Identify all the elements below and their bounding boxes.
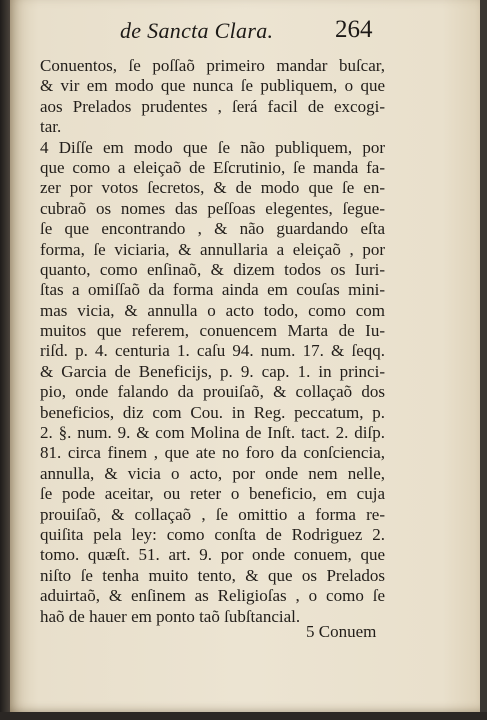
body-text: [40, 56, 385, 627]
text-line: ſe pode aceitar, ou reter o beneficio, em cuja: [40, 484, 385, 504]
text-line: aos Prelados prudentes , ſerá facil de excogi-: [40, 96, 385, 116]
page-number: 264: [335, 16, 373, 43]
text-line: riſd. p. 4. centuria 1. caſu 94. num. 17. & ſeqq.: [40, 341, 385, 361]
text-line: ſtas a omiſſaõ da forma ainda em couſas mini-: [40, 280, 385, 300]
text-line: & vir em modo que nunca ſe publiquem, o que: [40, 76, 385, 96]
text-line: 4 Diſſe em modo que ſe não publiquem, por: [40, 137, 385, 157]
text-line: beneficios, diz com Cou. in Reg. peccatum, p.: [40, 402, 385, 422]
text-line: muitos que referem, conuencem Marta de Iu-: [40, 321, 385, 341]
page-bottom-edge: [0, 712, 487, 720]
text-line: zer por votos ſecretos, & de modo que ſe en-: [40, 178, 385, 198]
text-line: niſto ſe tenha muito tento, & que os Prelados: [40, 565, 385, 585]
text-line: quanto, como enſinaõ, & dizem todos os Iuri-: [40, 259, 385, 279]
text-line: haõ de hauer em ponto taõ ſubſtancial.: [40, 606, 301, 626]
text-line: pio, onde falando da prouiſaõ, & collaçaõ dos: [40, 382, 385, 402]
text-line: 2. §. num. 9. & com Molina de Inſt. tact. 2. diſp.: [40, 423, 385, 443]
text-line: aduirtaõ, & enſinem as Religioſas , o como ſe: [40, 586, 385, 606]
text-line: Conuentos, ſe poſſaõ primeiro mandar buſcar,: [40, 56, 385, 75]
text-line: & Garcia de Beneficijs, p. 9. cap. 1. in princi-: [40, 361, 385, 381]
catchword: 5 Conuem: [306, 622, 377, 641]
text-line: prouiſaõ, & collaçaõ , ſe omittio a forma re-: [40, 504, 385, 524]
text-line: tar.: [40, 117, 62, 137]
book-spine-shadow: [0, 0, 10, 720]
page-header: [0, 14, 487, 48]
text-line: forma, ſe viciaria, & annullaria a eleiçaõ , por: [40, 239, 385, 259]
running-head: de Sancta Clara.: [120, 18, 274, 43]
text-line: que como a eleiçaõ de Eſcrutinio, ſe manda fa-: [40, 157, 385, 177]
text-line: mas vicia, & annulla o acto todo, como com: [40, 300, 385, 320]
text-line: 81. circa finem , que ate no foro da conſciencia,: [40, 443, 385, 463]
text-line: cubraõ os nomes das peſſoas elegentes, ſegue-: [40, 198, 385, 218]
text-line: tomo. quæſt. 51. art. 9. por onde conuem, que: [40, 545, 385, 565]
text-line: quiſita pela ley: como conſta de Rodriguez 2.: [40, 524, 385, 544]
text-line: annulla, & vicia o acto, por onde nem nelle,: [40, 463, 385, 483]
text-line: ſe que encontrando , & não guardando eſta: [40, 219, 385, 239]
